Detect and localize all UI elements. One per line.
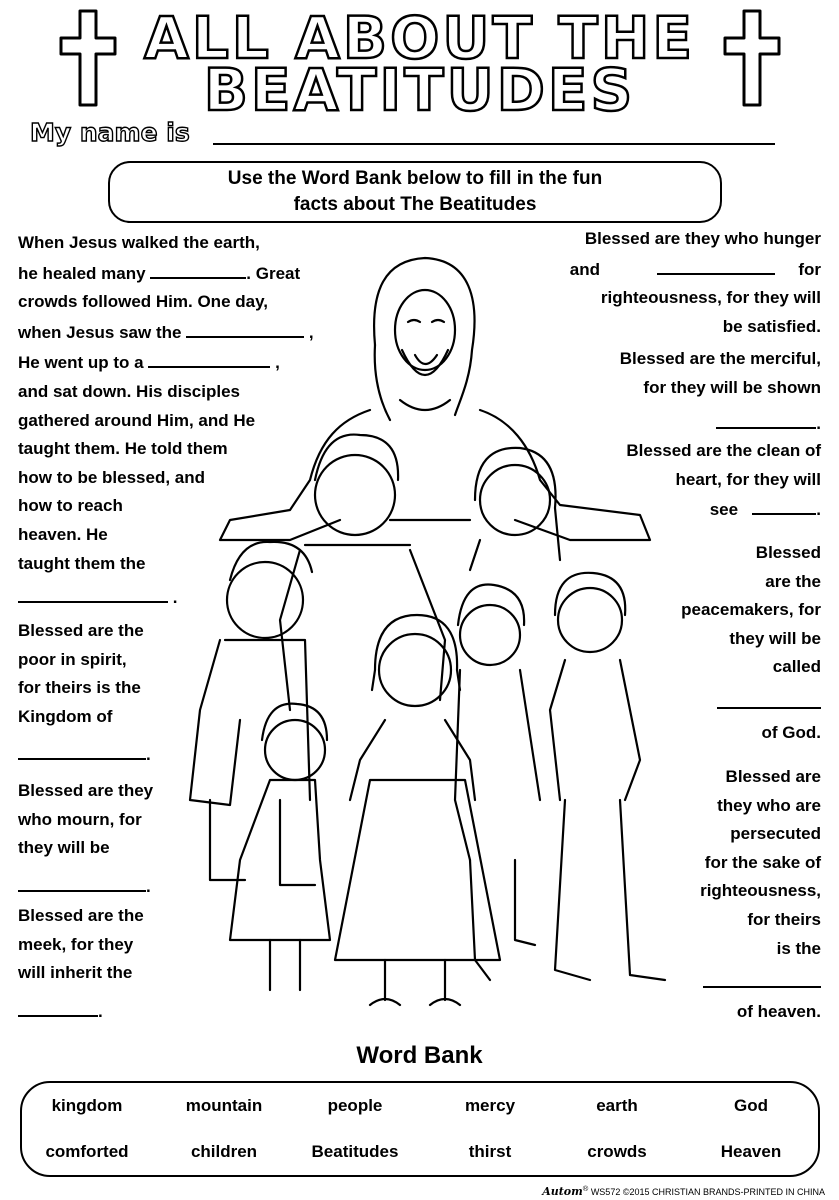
story-line: taught them. He told them: [18, 439, 228, 459]
word-bank-item: children: [190, 1142, 258, 1161]
footer-credit: Autom® WS572 ©2015 CHRISTIAN BRANDS-PRINTED IN CHINA: [542, 1184, 825, 1198]
instructions-line-2: facts about The Beatitudes: [293, 194, 537, 215]
story-line: how to reach: [18, 496, 123, 516]
name-label: My name is: [30, 118, 190, 147]
word-bank-item: people: [327, 1096, 383, 1115]
title-line-2: BEATITUDES: [203, 56, 636, 124]
brand-logo: Autom: [542, 1185, 583, 1198]
story-line: He went up to a ,: [18, 347, 314, 378]
word-bank-item: Heaven: [720, 1142, 782, 1161]
story-line: how to be blessed, and: [18, 467, 206, 487]
jesus-with-children-illustration: [170, 240, 690, 1030]
word-bank-item: mercy: [464, 1096, 516, 1115]
blank-line[interactable]: [703, 967, 821, 988]
story-line: heaven. He: [18, 524, 108, 544]
beatitude-meek: Blessed are the meek, for they will inherit the .: [18, 906, 144, 1021]
beatitude-peacemakers: Blessed are the peacemakers, for they will be called of God.: [681, 543, 821, 742]
word-bank-item: earth: [596, 1096, 638, 1115]
blank-line[interactable]: [752, 494, 816, 515]
story-line: When Jesus walked the earth,: [18, 233, 260, 252]
blank-line[interactable]: [18, 871, 146, 892]
story-line: and sat down. His disciples: [18, 381, 240, 401]
word-bank-item: kingdom: [51, 1096, 123, 1115]
story-line: when Jesus saw the ,: [18, 317, 314, 348]
story-line: gathered around Him, and He: [18, 410, 256, 430]
word-bank-item: thirst: [468, 1142, 512, 1161]
blank-line[interactable]: [717, 688, 821, 709]
beatitude-mourn: Blessed are they who mourn, for they will be .: [18, 781, 154, 896]
beatitude-persecuted: Blessed are they who are persecuted for the sake of righteousness, for theirs is the of heaven.: [700, 767, 821, 1021]
beatitude-clean: Blessed are the clean of heart, for they will see .: [626, 441, 821, 520]
title-line-1: ALL ABOUT THE: [144, 4, 695, 72]
story-line: .: [18, 582, 314, 613]
word-bank-item: mountain: [185, 1096, 263, 1115]
instructions-box: [108, 161, 722, 223]
beatitude-hunger: Blessed are they who hunger and for righteousness, for they will be satisfied.: [569, 229, 821, 336]
blank-line[interactable]: [18, 739, 146, 760]
word-bank-item: comforted: [45, 1142, 129, 1161]
story-line: he healed many . Great: [18, 258, 314, 289]
word-bank-title: Word Bank: [356, 1042, 483, 1069]
beatitude-merciful: Blessed are the merciful, for they will be shown .: [619, 349, 821, 434]
word-bank-box: [20, 1081, 820, 1177]
story-line: taught them the: [18, 553, 146, 573]
name-write-line[interactable]: [213, 143, 775, 145]
word-bank-item: God: [734, 1096, 768, 1115]
blank-line[interactable]: [716, 408, 816, 429]
instructions-line-1: Use the Word Bank below to fill in the fun: [227, 168, 603, 189]
blank-line[interactable]: [18, 582, 168, 603]
word-bank-item: crowds: [587, 1142, 647, 1161]
blank-line[interactable]: [18, 996, 98, 1017]
beatitude-poor: Blessed are the poor in spirit, for theirs is the Kingdom of .: [18, 621, 151, 765]
story-line: crowds followed Him. One day,: [18, 292, 269, 312]
word-bank-item: Beatitudes: [311, 1142, 399, 1161]
